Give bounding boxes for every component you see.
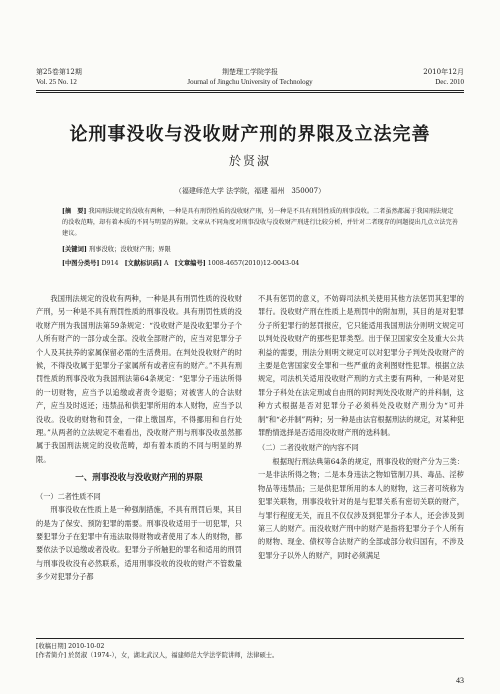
affiliation: （福建师范大学 法学院，福建 福州 350007） — [174, 187, 326, 195]
journal-cn: 荆楚理工学院学报 — [222, 68, 278, 76]
clc-label: [中图分类号] — [62, 260, 100, 267]
date-cn: 2010年12月 — [423, 68, 464, 76]
subsection-heading-2: （二）二者没收财产的内容不同 — [258, 443, 359, 453]
keywords-label: [关键词] — [62, 246, 87, 253]
article-no-label: [文章编号] — [174, 260, 206, 267]
volume-en: Vol. 25 No. 12 — [36, 78, 77, 86]
classification — [62, 258, 458, 267]
body-paragraph-4: 根据现行刑法典第64条的规定，刑事没收的财产分为三类：一是非法所得之物；二是本身违法之物如管制刀具、毒品、淫秽物品等违禁品；三是供犯罪所用的本人的财物，这三者可统称为犯罪关联物，刑事没收针对的是与犯罪关系有密切关联的财产，与罪行程度无关，而且不仅仅涉及到犯罪分子本人，还会涉及到第三人的财产。而没收财产刑中的财产是指将犯罪分子个人所有的财物、现金、债权等合法财产的全部或部分收归国有，不涉及犯罪分子以外人的财产，同时必须满足 — [258, 456, 464, 560]
subsection-heading-1: （一）二者性质不同 — [36, 491, 101, 501]
intro-paragraph: 我国刑法规定的没收有两种，一种是具有刑罚性质的没收财产刑，另一种是不具有刑罚性质的刑事没收。具有刑罚性质的没收财产刑为我国刑法第59条规定：“没收财产是没收犯罪分子个人所有财产的一部分或全部。没收全部财产的，应当对犯罪分子个人及其扶养的家属保留必需的生活费用。在判处没收财产的时候，不得没收属于犯罪分子家属所有或者应有的财产。”不具有刑罚性质的刑事没收为我国刑法第64条规定：“犯罪分子违法所得的一切财物，应当予以追缴或者责令退赔；对被害人的合法财产，应当及时返还；违禁品和供犯罪所用的本人财物，应当予以没收。没收的财物和罚金，一律上缴国库，不得挪用和自行处理。”从两者的立法规定不难看出，没收财产刑与刑事没收虽然都属于我国刑法规定的没收范畴，却有着本质的不同与明显的界限。 — [36, 294, 242, 464]
doc-code-value: A — [164, 260, 169, 267]
keywords-text: 刑事没收；没收财产刑；界限 — [88, 246, 171, 253]
author-name: 於贤淑 — [228, 154, 271, 168]
bio-label: [作者简介] — [36, 652, 67, 659]
header-rule-thin — [36, 92, 464, 93]
left-column — [36, 292, 242, 584]
journal-en: Journal of Jingchu University of Technology — [187, 78, 313, 86]
date-en: Dec. 2010 — [435, 78, 464, 86]
article-no-value: 1008-4657(2010)12-0043-04 — [207, 260, 300, 267]
footnote — [36, 642, 464, 660]
article-title: 论刑事没收与没收财产刑的界限及立法完善 — [69, 124, 431, 145]
abstract-label: [摘 要] — [62, 208, 87, 215]
clc-value: D914 — [101, 260, 119, 267]
body-paragraph-2: 刑事没收在性质上是一种强制措施，不具有刑罚后果，其目的是为了保安、预防犯罪的需要。刑事没收适用于一切犯罪，只要犯罪分子在犯罪中有违法取得财物或者使用了本人的财物，都要依法予以追缴或者没收。犯罪分子所触犯的罪名和适用的刑罚与刑事没收没有必然联系，适用刑事没收的没收的财产不管数量多少对犯罪分子都 — [36, 505, 242, 582]
keywords — [62, 244, 458, 253]
doc-code-label: [文献标识码] — [124, 260, 163, 267]
abstract — [62, 206, 458, 239]
right-column — [258, 292, 464, 562]
author-bio: 於贤淑（1974-），女，湖北武汉人，福建师范大学法学院讲师，法律硕士。 — [68, 652, 279, 659]
section-heading-1: 一、刑事没收与没收财产刑的界限 — [75, 473, 203, 484]
abstract-text: 我国刑法规定的没收有两种，一种是具有刑罚性质的没收财产刑，另一种是不具有刑罚性质的刑事没收。二者虽然都属于我国刑法规定的没收范畴，却有着本质的不同与明显的界限。文章从不同角度对刑事没收与没收财产刑进行比较分析，并针对二者现存的问题提出几点立法完善建议。 — [62, 208, 458, 237]
volume-cn: 第25卷第12期 — [36, 68, 82, 76]
header-rule — [36, 90, 464, 91]
body-paragraph-3: 不具有惩罚的意义，不妨碍司法机关使用其他方法惩罚其犯罪的罪行。没收财产刑在性质上是刑罚中的附加刑，其目的是对犯罪分子所犯罪行的惩罚报应，它只能适用我国刑法分则明文规定可以判处没收财产的那些犯罪类型。出于保卫国家安全及重大公共利益的需要，刑法分则明文规定可以对犯罪分子判处没收财产的主要是危害国家安全罪和一些严重的贪利图财性犯罪。根据立法规定，司法机关适用没收财产刑的方式主要有两种，一种是对犯罪分子科处在法定刑或自由刑的同时判处没收财产的并科制，这种方式根据是否对犯罪分子必须科处没收财产刑分为“可并制”和“必并制”两种；另一种是由法官根据刑法的规定，对某种犯罪酌情选择是否适用没收财产刑的选科制。 — [258, 294, 464, 438]
received-label: [收稿日期] — [36, 643, 67, 650]
footnote-rule — [36, 638, 464, 639]
page-number: 43 — [456, 676, 464, 685]
received-date: 2010-10-02 — [68, 643, 105, 650]
